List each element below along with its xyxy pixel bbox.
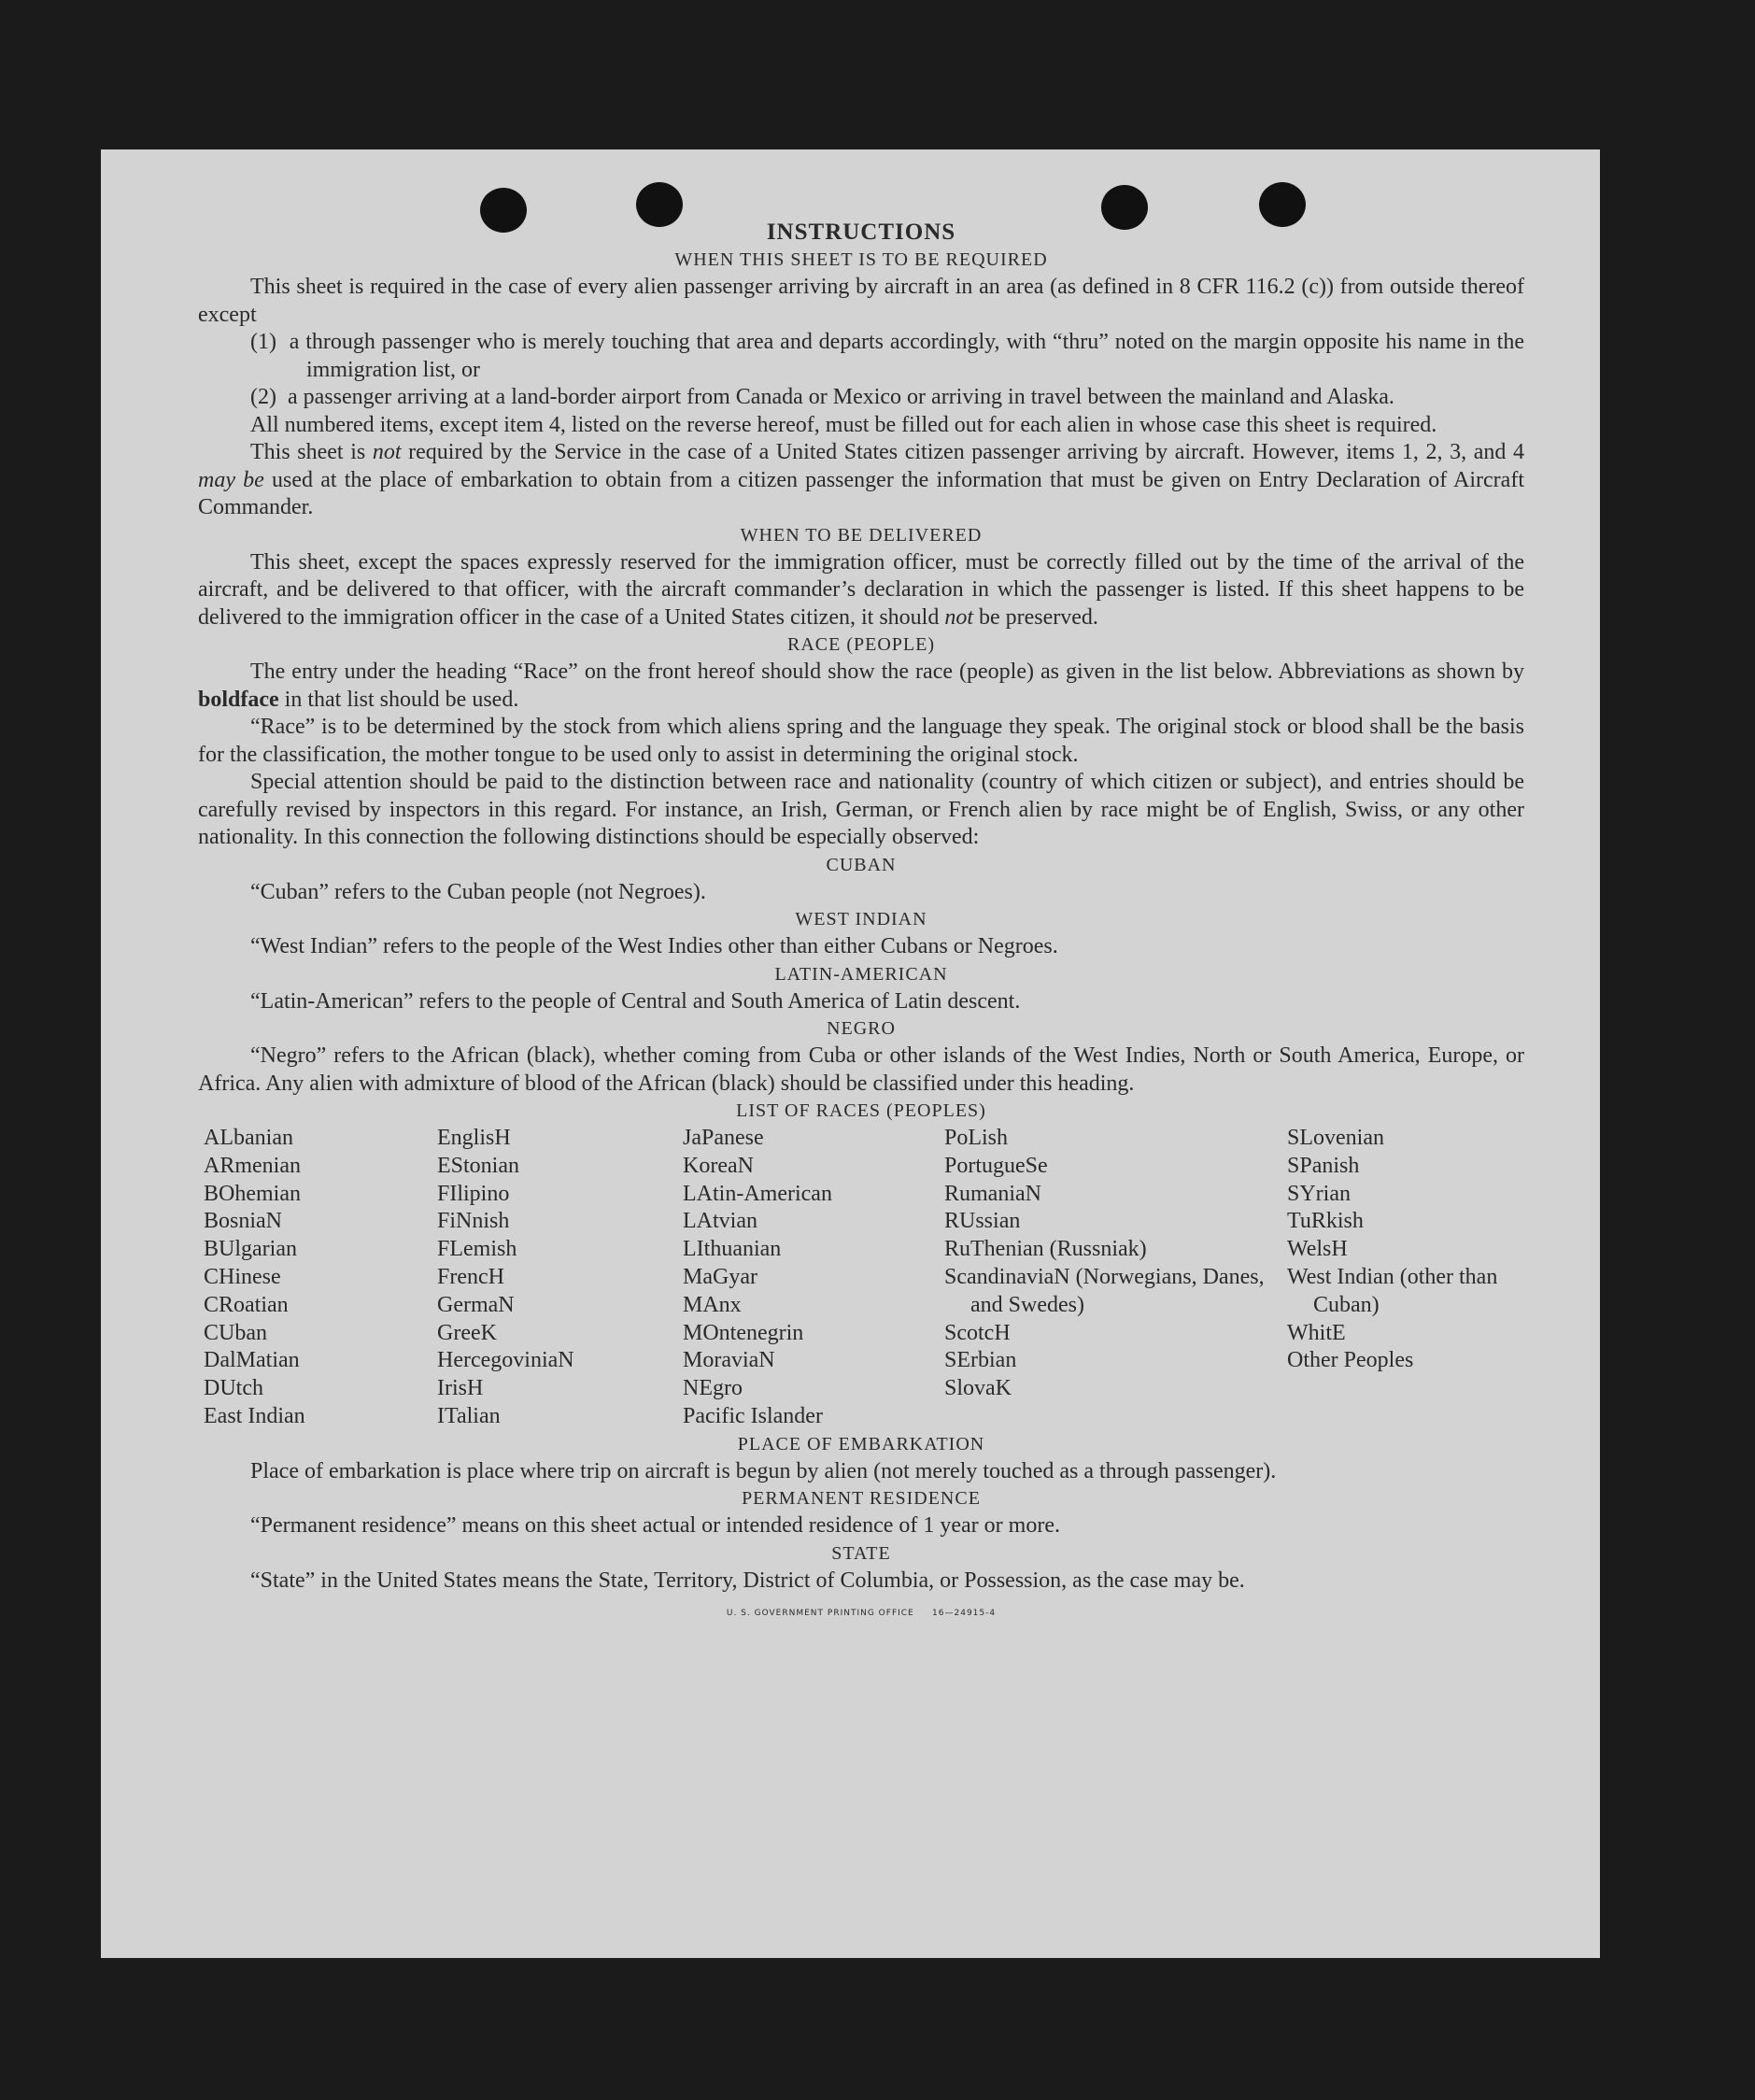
race-item: ALbanian: [204, 1126, 293, 1150]
race-item: MaGyar: [683, 1264, 757, 1289]
section-heading: WHEN THIS SHEET IS TO BE REQUIRED: [674, 249, 1048, 270]
document-body: [198, 219, 1524, 1628]
section-heading: PLACE OF EMBARKATION: [737, 1433, 985, 1454]
race-item: GermaN: [437, 1292, 515, 1317]
paragraph: This sheet is not required by the Service in the case of a United States citizen passenger arriving by aircraft. However, items 1, 2, 3, and 4 may be used at the place of embarkation to obtain from a citizen passenger the information that must be given on Entry Declaration of Aircraft Commander.: [198, 440, 1524, 519]
race-item: ScotcH: [944, 1320, 1011, 1345]
race-column: [944, 1125, 1287, 1431]
paragraph: “Latin-American” refers to the people of Central and South America of Latin descent.: [250, 988, 1021, 1014]
race-item: CUban: [204, 1320, 267, 1345]
race-item: LAtvian: [683, 1209, 757, 1234]
race-item: SPanish: [1287, 1153, 1360, 1178]
paragraph: “West Indian” refers to the people of the West Indies other than either Cubans or Negroes.: [250, 934, 1058, 958]
printer-imprint: U. S. GOVERNMENT PRINTING OFFICE 16—24915-4: [726, 1609, 997, 1619]
paragraph: The entry under the heading “Race” on the front hereof should show the race (people) as given in the list below. Abbreviations as shown by boldface in that list should be used.: [198, 660, 1524, 712]
paragraph: All numbered items, except item 4, listed on the reverse hereof, must be filled out for each alien in whose case this sheet is required.: [250, 412, 1437, 437]
race-item: FLemish: [437, 1237, 517, 1262]
race-item: LAtin-American: [683, 1181, 832, 1206]
paragraph: This sheet, except the spaces expressly reserved for the immigration officer, must be correctly filled out by the time of the arrival of the aircraft, and be delivered to that officer, with the aircraft commander’s declaration in which the passenger is listed. If this sheet happens to be delivered to the immigration officer in the case of a United States citizen, it should not be preserved.: [198, 549, 1524, 630]
race-column: [1287, 1125, 1530, 1431]
race-item: SYrian: [1287, 1181, 1351, 1206]
paragraph: “Race” is to be determined by the stock from which aliens spring and the language they speak. The original stock or blood shall be the basis for the classification, the mother tongue to be used only to assist in determining the original stock.: [198, 715, 1524, 767]
section-heading: LIST OF RACES (PEOPLES): [736, 1100, 986, 1121]
section-heading: LATIN-AMERICAN: [774, 963, 948, 985]
race-item: RumaniaN: [944, 1181, 1041, 1206]
race-item: MOntenegrin: [683, 1320, 804, 1345]
race-item: FIlipino: [437, 1181, 510, 1206]
race-item: BosniaN: [204, 1209, 282, 1234]
paragraph: Special attention should be paid to the distinction between race and nationality (country of which citizen or subject), and entries should be carefully revised by inspectors in this regard. For instance, an Irish, German, or French alien by race might be of English, Swiss, or any other nationality. In this connection the following distinctions should be especially observed:: [198, 770, 1524, 849]
race-item: ARmenian: [204, 1153, 301, 1178]
section-heading: WEST INDIAN: [795, 909, 927, 929]
race-item: ITalian: [437, 1403, 501, 1428]
race-item: IrisH: [437, 1376, 484, 1401]
paragraph: “State” in the United States means the State, Territory, District of Columbia, or Possession, as the case may be.: [250, 1568, 1245, 1593]
race-item: DUtch: [204, 1376, 263, 1401]
race-item: KoreaN: [683, 1153, 754, 1178]
race-item: DalMatian: [204, 1348, 300, 1373]
race-item: FrencH: [437, 1264, 504, 1289]
paragraph: “Negro” refers to the African (black), whether coming from Cuba or other islands of the West Indies, North or South America, Europe, or Africa. Any alien with admixture of blood of the African (black) should be classified under this heading.: [198, 1043, 1524, 1096]
paragraph: “Cuban” refers to the Cuban people (not Negroes).: [250, 879, 706, 904]
race-item: NEgro: [683, 1376, 743, 1401]
race-item: East Indian: [204, 1403, 305, 1428]
section-heading: RACE (PEOPLE): [787, 634, 935, 655]
race-item: GreeK: [437, 1320, 497, 1345]
section-heading: WHEN TO BE DELIVERED: [740, 524, 983, 546]
race-item: FiNnish: [437, 1209, 510, 1234]
section-heading: NEGRO: [827, 1018, 896, 1039]
race-list: [204, 1125, 1524, 1431]
race-item: SErbian: [944, 1348, 1017, 1373]
list-item: (2) a passenger arriving at a land-border airport from Canada or Mexico or arriving in travel between the mainland and Alaska.: [250, 385, 1394, 409]
section-heading: PERMANENT RESIDENCE: [742, 1488, 981, 1510]
race-item: EnglisH: [437, 1126, 511, 1150]
race-item: SLovenian: [1287, 1126, 1384, 1150]
race-item: SlovaK: [944, 1376, 1012, 1401]
section-heading: STATE: [831, 1542, 891, 1564]
race-item: HercegoviniaN: [437, 1348, 574, 1373]
race-item: EStonian: [437, 1153, 519, 1178]
race-item: ScandinaviaN (Norwegians, Danes, and Swedes): [944, 1264, 1265, 1317]
race-column: [437, 1125, 683, 1431]
paragraph: “Permanent residence” means on this sheet actual or intended residence of 1 year or more.: [250, 1513, 1060, 1539]
page-title: INSTRUCTIONS: [766, 220, 956, 245]
race-item: WelsH: [1287, 1237, 1348, 1262]
paragraph: Place of embarkation is place where trip on aircraft is begun by alien (not merely touched as a through passenger).: [250, 1458, 1277, 1483]
document-page: [101, 149, 1600, 1958]
race-item: WhitE: [1287, 1320, 1346, 1345]
race-item: West Indian (other than Cuban): [1287, 1264, 1498, 1317]
race-item: TuRkish: [1287, 1209, 1364, 1234]
race-item: Pacific Islander: [683, 1403, 823, 1428]
paragraph: This sheet is required in the case of every alien passenger arriving by aircraft in an area (as defined in 8 CFR 116.2 (c)) from outside thereof except: [198, 275, 1524, 327]
race-item: MoraviaN: [683, 1348, 775, 1373]
race-item: PortugueSe: [944, 1153, 1048, 1178]
race-item: PoLish: [944, 1126, 1009, 1150]
race-item: CHinese: [204, 1264, 281, 1289]
race-item: RuThenian (Russniak): [944, 1237, 1147, 1262]
race-item: BUlgarian: [204, 1237, 297, 1262]
race-item: MAnx: [683, 1292, 742, 1317]
race-column: [204, 1125, 437, 1431]
section-heading: CUBAN: [826, 854, 897, 875]
race-item: CRoatian: [204, 1292, 289, 1317]
list-item: (1) a through passenger who is merely touching that area and departs accordingly, with “thru” noted on the margin opposite his name in the immigration list, or: [250, 330, 1525, 382]
race-item: BOhemian: [204, 1181, 301, 1206]
race-item: JaPanese: [683, 1126, 764, 1150]
race-item: RUssian: [944, 1209, 1021, 1234]
race-item: Other Peoples: [1287, 1348, 1414, 1373]
race-item: LIthuanian: [683, 1237, 782, 1262]
race-column: [683, 1125, 944, 1431]
